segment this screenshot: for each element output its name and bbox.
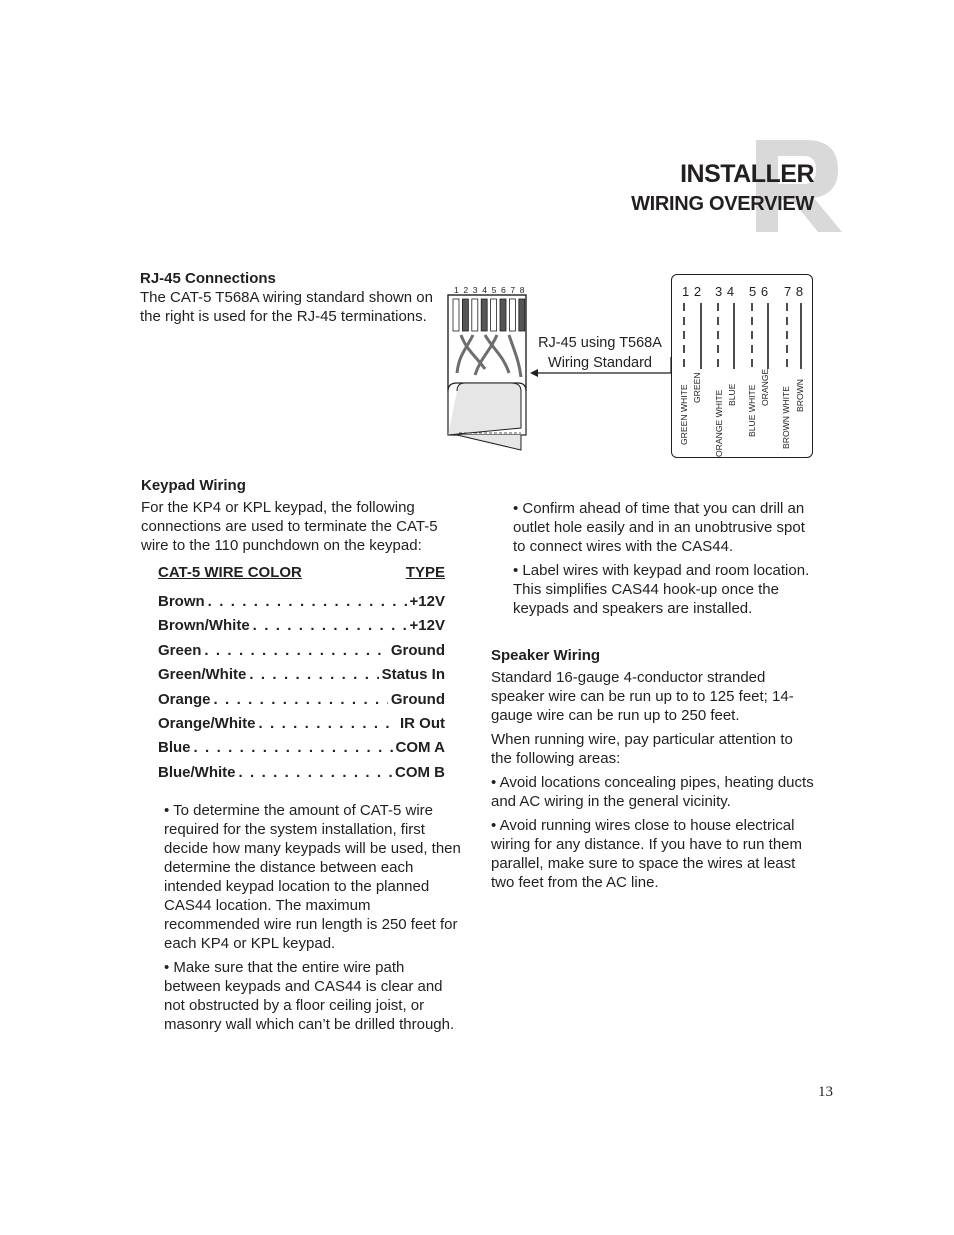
plug-contact — [481, 299, 487, 331]
table-row — [158, 691, 445, 715]
plug-contact — [509, 299, 515, 331]
wire-type: Ground — [390, 690, 445, 708]
leader-dots — [253, 617, 407, 634]
leader-dots — [204, 642, 387, 659]
bullet-avoid-electrical: • Avoid running wires close to house electrical wiring for any distance. If you have to run them parallel, make sure to space the wires at least two feet from the AC line. — [491, 817, 802, 891]
leader-dots — [208, 593, 407, 610]
wire-type: Ground — [390, 641, 445, 659]
page-title: INSTALLER — [680, 160, 814, 188]
plug-pin-number: 5 — [491, 285, 497, 295]
plug-pin-number: 1 — [454, 285, 459, 295]
table-row — [158, 617, 445, 641]
plug-pin-number: 4 — [482, 285, 487, 295]
speaker-paragraph-1: Standard 16-gauge 4-conductor stranded speaker wire can be run up to to 125 feet; 14-gauge wire can be run up to 250 feet. — [491, 669, 794, 724]
speaker-heading: Speaker Wiring — [491, 647, 601, 664]
t568a-pinout-box — [671, 274, 813, 458]
table-row — [158, 739, 445, 763]
callout-line-1: RJ-45 using T568A — [538, 335, 662, 351]
plug-pin-number: 6 — [501, 285, 506, 295]
column-header-color: CAT-5 WIRE COLOR — [158, 564, 302, 581]
wire-color: Orange/White — [158, 714, 256, 732]
keypad-heading: Keypad Wiring — [141, 477, 246, 494]
table-row — [158, 666, 445, 690]
keypad-intro: For the KP4 or KPL keypad, the following connections are used to terminate the CAT-5 wire to the 110 punchdown on the keypad: — [141, 499, 438, 554]
plug-contact — [462, 299, 468, 331]
wire-color-label: ORANGE WHITE — [714, 389, 724, 457]
callout-arrow — [526, 355, 676, 395]
speaker-section — [491, 668, 815, 897]
table-row — [158, 764, 445, 788]
wire-color-label: GREEN — [692, 372, 702, 403]
wire-color-label: ORANGE — [760, 368, 770, 406]
page-number: 13 — [818, 1084, 833, 1100]
wire-color: Green — [158, 641, 202, 659]
plug-contact — [500, 299, 506, 331]
wire-type: COM B — [395, 763, 445, 781]
wire-color: Brown/White — [158, 617, 250, 635]
rj45-heading: RJ-45 Connections — [140, 270, 276, 287]
rj45-body: The CAT-5 T568A wiring standard shown on the right is used for the RJ-45 terminations. — [140, 289, 433, 325]
column-header-type: TYPE — [405, 564, 445, 581]
wire-type: +12V — [409, 593, 445, 610]
bullet-avoid-pipes: • Avoid locations concealing pipes, heating ducts and AC wiring in the general vicinity. — [491, 774, 814, 810]
pin-group-label: 5 6 — [749, 284, 769, 299]
pin-group-label: 1 2 — [682, 284, 702, 299]
wire-color: Orange — [158, 690, 211, 708]
leader-dots — [214, 691, 388, 708]
wire-color: Blue — [158, 739, 191, 757]
leader-dots — [194, 739, 393, 756]
wire-type: IR Out — [400, 714, 445, 732]
bullet-wire-amount: • To determine the amount of CAT-5 wire required for the system installation, first decide how many keypads will be used, then determine the distance between each intended keypad location to the planned CAS44 location. The maximum recommended wire run length is 250 feet for each KP4 or KPL keypad. — [164, 802, 461, 952]
right-bullets — [513, 499, 815, 623]
wire-color: Blue/White — [158, 763, 236, 781]
speaker-paragraph-2: When running wire, pay particular attention to the following areas: — [491, 731, 793, 767]
plug-pin-number: 2 — [463, 285, 469, 295]
wire-color-label: BROWN — [795, 379, 805, 412]
wire-color: Brown — [158, 593, 205, 610]
bullet-wire-path: • Make sure that the entire wire path between keypads and CAS44 is clear and not obstructed by a floor ceiling joist, or masonry wall which can’t be drilled through. — [164, 959, 455, 1033]
page-subtitle: WIRING OVERVIEW — [631, 193, 814, 215]
wire-color-label: GREEN WHITE — [679, 384, 689, 445]
keypad-bullets — [164, 801, 462, 1039]
wire-type: Status In — [381, 666, 445, 684]
wire-color-label: BROWN WHITE — [781, 385, 791, 449]
table-row — [158, 642, 445, 666]
leader-dots — [259, 715, 397, 732]
wire-type: +12V — [409, 617, 445, 635]
table-row — [158, 715, 445, 739]
plug-pin-number: 8 — [519, 285, 525, 295]
plug-pin-number: 7 — [510, 285, 516, 295]
bullet-confirm-hole: • Confirm ahead of time that you can drill an outlet hole easily and in an unobtrusive spot to connect wires with the CAS44. — [513, 500, 805, 555]
plug-contact — [519, 299, 525, 331]
leader-dots — [249, 666, 378, 683]
wire-color-label: BLUE WHITE — [747, 384, 757, 437]
plug-contact — [453, 299, 459, 331]
wire-color-table — [158, 564, 445, 788]
leader-dots — [239, 764, 393, 781]
pin-group-label: 7 8 — [784, 284, 804, 299]
callout-line-2: Wiring Standard — [548, 355, 652, 371]
rj45-plug-diagram — [445, 283, 537, 455]
wire-table-header — [158, 564, 445, 584]
bullet-label-wires: • Label wires with keypad and room location. This simplifies CAS44 hook-up once the keypads and speakers are installed. — [513, 562, 810, 617]
wire-type: COM A — [395, 739, 445, 757]
plug-pin-number: 3 — [472, 285, 478, 295]
plug-contact — [491, 299, 497, 331]
plug-contact — [472, 299, 478, 331]
wire-color-label: BLUE — [727, 383, 737, 406]
pin-group-label: 3 4 — [715, 284, 735, 299]
wire-color: Green/White — [158, 666, 247, 684]
table-row — [158, 593, 445, 617]
